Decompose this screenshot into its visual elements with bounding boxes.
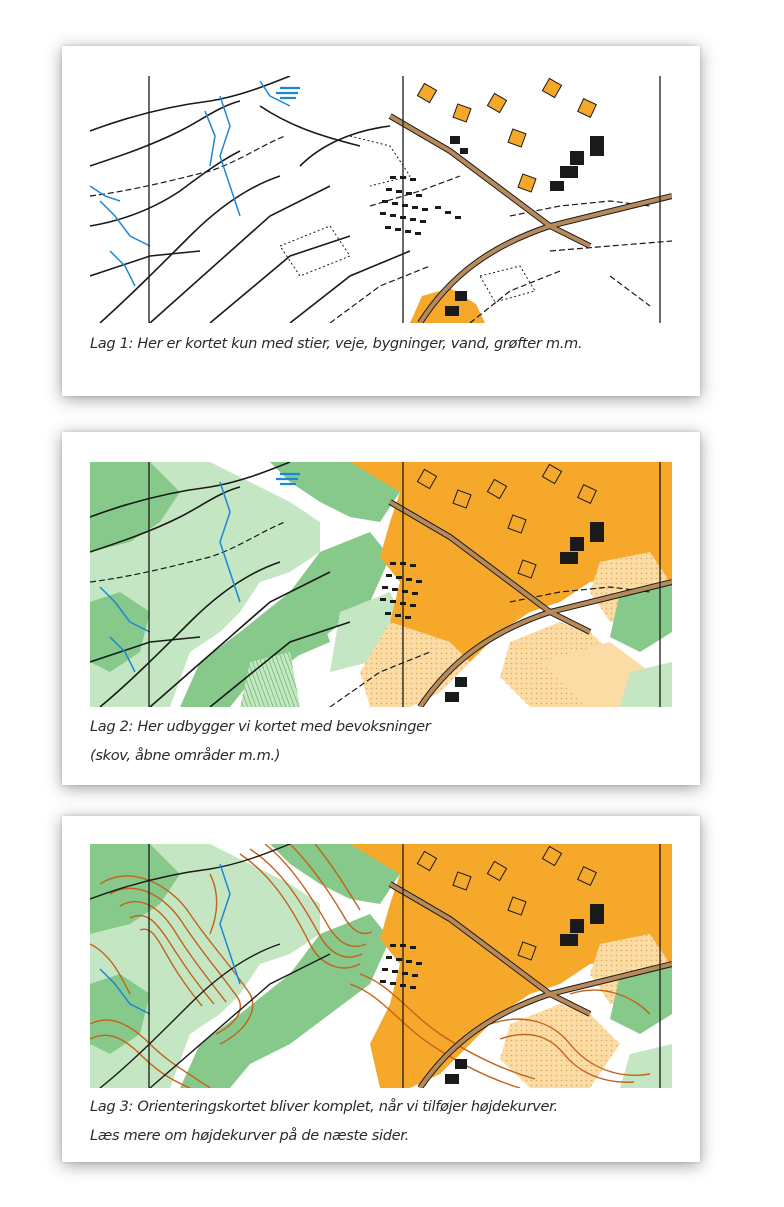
map-layer-card-2	[62, 432, 700, 785]
orienteering-map-layer-3	[90, 844, 672, 1088]
caption-line: (skov, åbne områder m.m.)	[90, 747, 281, 764]
caption-line: Lag 2: Her udbygger vi kortet med bevoksninger	[90, 718, 431, 735]
orienteering-map-layer-2	[90, 462, 672, 707]
caption-line: Læs mere om højdekurver på de næste sider.	[90, 1127, 409, 1144]
caption-line: Lag 1: Her er kortet kun med stier, veje, bygninger, vand, grøfter m.m.	[90, 335, 583, 352]
caption-line: Lag 3: Orienteringskortet bliver komplet, når vi tilføjer højdekurver.	[90, 1098, 558, 1115]
map-layer-card-1	[62, 46, 700, 396]
map-layer-card-3	[62, 816, 700, 1162]
orienteering-map-layer-1	[90, 76, 672, 323]
layer-2-caption	[90, 712, 680, 770]
layer-1-caption	[90, 329, 680, 358]
layer-3-caption	[90, 1092, 680, 1150]
